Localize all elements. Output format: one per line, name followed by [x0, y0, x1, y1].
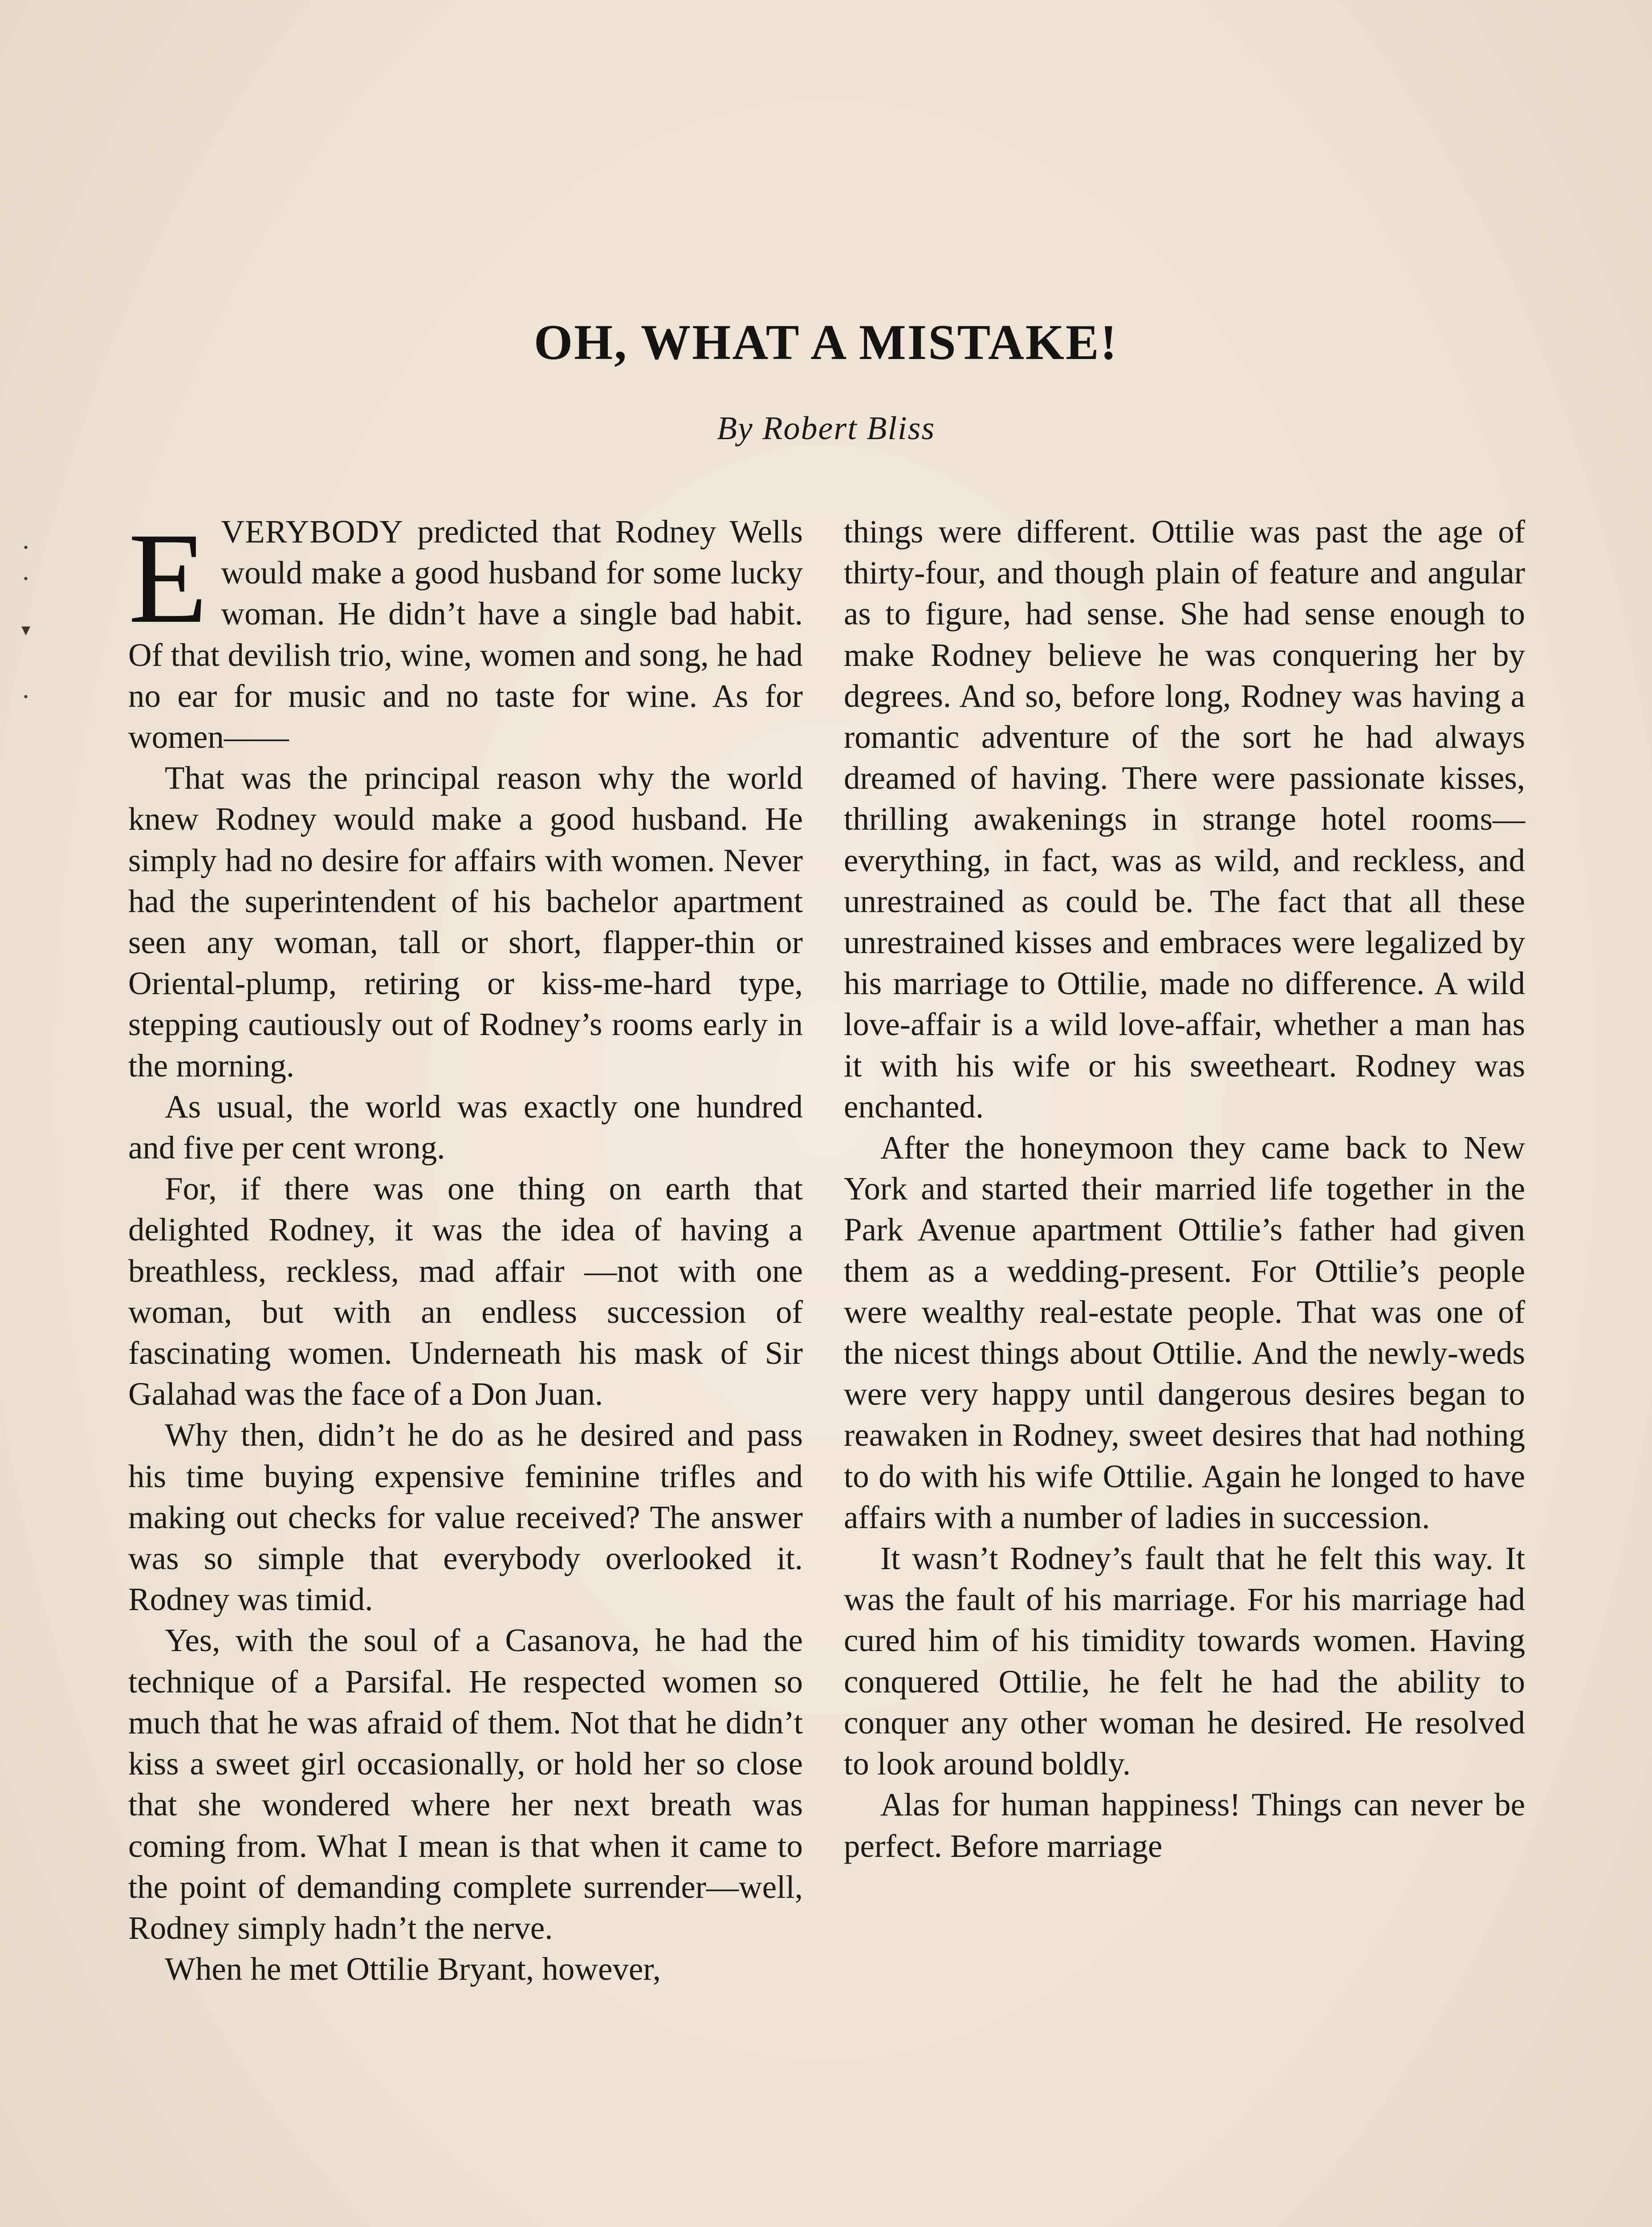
paragraph-continued: things were different. Ottilie was past the age of thirty-four, and though plain of feature and angular as to figure, had sense. She had sense enough to make Rodney believe he was conquering her by degrees. And so, before long, Rodney was having a romantic adventure of the sort he had always dreamed of having. There were passionate kisses, thrilling awakenings in strange hotel rooms—everything, in fact, was as wild, and reckless, and unrestrained as could be. The fact that all these unrestrained kisses and embraces were legalized by his marriage to Ottilie, made no difference. A wild love-affair is a wild love-affair, whether a man has it with his wife or his sweetheart. Rodney was enchanted.	[844, 514, 1525, 1125]
paragraph: Alas for human happiness! Things can never be perfect. Before marriage	[844, 1786, 1525, 1864]
paragraph: After the honeymoon they came back to New York and started their married life together in the Park Avenue apartment Ottilie’s father had given them as a wedding-present. For Ottilie’s people were wealthy real-estate people. That was one of the nicest things about Ottilie. And the newly-weds were very happy until dangerous desires began to reawaken in Rodney, sweet desires that had nothing to do with his wife Ottilie. Again he longed to have affairs with a number of ladies in succession.	[844, 1130, 1525, 1535]
paragraph: When he met Ottilie Bryant, however,	[165, 1951, 661, 1987]
byline: By Robert Bliss	[716, 410, 936, 447]
opening-caps: VERYBODY	[221, 514, 403, 550]
paragraph-text: predicted that Rodney Wells would make a good husband for some lucky woman. He didn’t have a single bad habit. Of that devilish trio, wine, women and song, he had no ear for music and no taste for wine. As for women——	[128, 514, 803, 755]
paragraph: For, if there was one thing on earth that delighted Rodney, it was the idea of having a breathless, reckless, mad affair —not with one woman, but with an endless succession of fascinating women. Underneath his mask of Sir Galahad was the face of a Don Juan.	[128, 1171, 803, 1412]
margin-mark: ·	[21, 564, 30, 593]
drop-cap: E	[128, 506, 208, 650]
margin-mark: ·	[21, 682, 30, 711]
paragraph: Yes, with the soul of a Casanova, he had the technique of a Parsifal. He respected women so much that he was afraid of them. Not that he didn’t kiss a sweet girl occasionally, or hold her so close that she wondered where her next breath was coming from. What I mean is that when it came to the point of demanding complete surrender—well, Rodney simply hadn’t the nerve.	[128, 1622, 803, 1946]
paragraph: That was the principal reason why the world knew Rodney would make a good husband. He simply had no desire for affairs with women. Never had the superintendent of his bachelor apartment seen any woman, tall or short, flapper-thin or Oriental-plump, retiring or kiss-me-hard type, stepping cautiously out of Rodney’s rooms early in the morning.	[128, 760, 803, 1084]
right-column	[844, 511, 1525, 1867]
paragraph: As usual, the world was exactly one hundred and five per cent wrong.	[128, 1088, 803, 1166]
left-column	[128, 506, 803, 1990]
margin-mark: ▾	[21, 620, 31, 640]
story-title: OH, WHAT A MISTAKE!	[533, 315, 1119, 370]
margin-mark: ·	[21, 533, 30, 562]
opening-paragraph	[128, 506, 803, 758]
paragraph: Why then, didn’t he do as he desired and pass his time buying expensive feminine trifles and making out checks for value received? The answer was so simple that everybody overlooked it. Rodney was timid.	[128, 1417, 803, 1618]
paragraph: It wasn’t Rodney’s fault that he felt this way. It was the fault of his marriage. For his marriage had cured him of his timidity towards women. Having conquered Ottilie, he felt he had the ability to conquer any other woman he desired. He resolved to look around boldly.	[844, 1540, 1525, 1782]
